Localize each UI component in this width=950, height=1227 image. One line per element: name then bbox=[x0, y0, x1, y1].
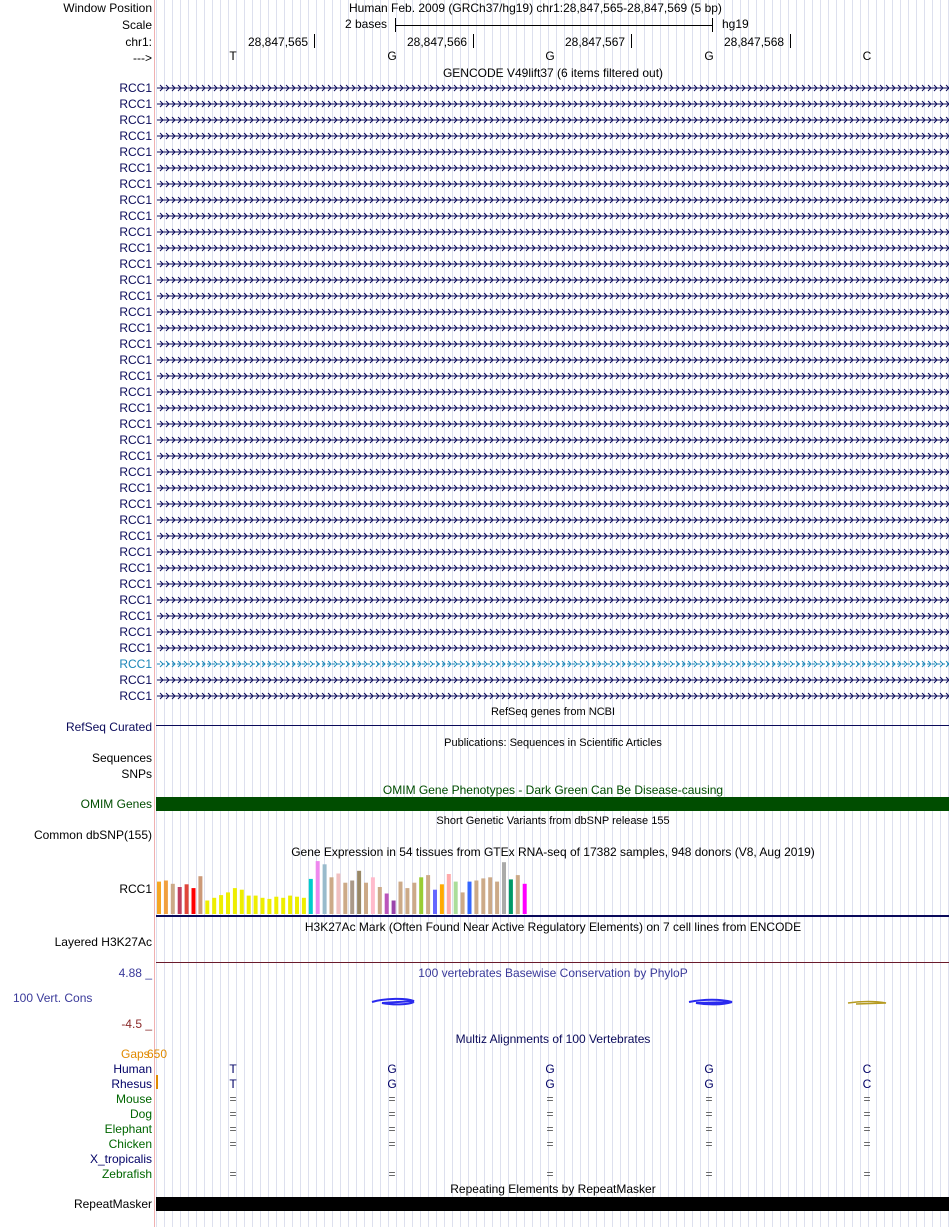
gtex-tissue-bar[interactable] bbox=[447, 874, 451, 914]
gtex-tissue-bar[interactable] bbox=[295, 897, 299, 914]
gtex-tissue-bar[interactable] bbox=[350, 881, 354, 915]
gencode-transcript-line[interactable] bbox=[157, 292, 949, 300]
gtex-tissue-bar[interactable] bbox=[468, 882, 472, 914]
multiz-base: T bbox=[229, 1077, 237, 1091]
publications-track-title[interactable]: Publications: Sequences in Scientific Articles bbox=[444, 737, 662, 749]
gencode-transcript-label[interactable]: RCC1 bbox=[119, 673, 152, 687]
gencode-transcript-line[interactable] bbox=[157, 260, 949, 268]
gtex-tissue-bar[interactable] bbox=[426, 875, 430, 914]
multiz-base: = bbox=[229, 1122, 237, 1136]
gencode-transcript-line[interactable] bbox=[157, 516, 949, 524]
gencode-transcript-line[interactable] bbox=[157, 484, 949, 492]
gencode-transcript-line[interactable] bbox=[157, 324, 949, 332]
gencode-transcript-line[interactable] bbox=[157, 308, 949, 316]
gtex-tissue-bar[interactable] bbox=[502, 862, 506, 914]
gtex-tissue-bar[interactable] bbox=[157, 882, 161, 914]
gtex-tissue-bar[interactable] bbox=[254, 896, 258, 914]
gtex-tissue-bar[interactable] bbox=[481, 878, 485, 914]
gencode-transcript-line[interactable] bbox=[157, 404, 949, 412]
gtex-tissue-bar[interactable] bbox=[309, 879, 313, 914]
gtex-tissue-bar[interactable] bbox=[198, 876, 202, 914]
gtex-tissue-bar[interactable] bbox=[336, 874, 340, 915]
multiz-base: = bbox=[705, 1137, 713, 1151]
gencode-transcript-label[interactable]: RCC1 bbox=[119, 657, 152, 671]
gtex-tissue-bar[interactable] bbox=[247, 896, 251, 914]
gtex-track-title[interactable]: Gene Expression in 54 tissues from GTEx RNA-seq of 17382 samples, 948 donors (V8, Aug 2019) bbox=[291, 845, 815, 859]
gencode-transcript-line[interactable] bbox=[157, 148, 949, 156]
phylop-min-label: -4.5 _ bbox=[121, 1017, 152, 1031]
multiz-base: = bbox=[229, 1137, 237, 1151]
strand-label[interactable]: ---> bbox=[133, 51, 152, 65]
gencode-transcript-line[interactable] bbox=[157, 660, 949, 668]
multiz-base: = bbox=[705, 1122, 713, 1136]
gtex-tissue-bar[interactable] bbox=[433, 890, 437, 914]
repeatmasker-track-title[interactable]: Repeating Elements by RepeatMasker bbox=[450, 1182, 656, 1196]
gencode-transcript-label[interactable]: RCC1 bbox=[119, 337, 152, 351]
gencode-transcript-label[interactable]: RCC1 bbox=[119, 241, 152, 255]
gencode-transcript-line[interactable] bbox=[157, 84, 949, 92]
gtex-bar-chart[interactable] bbox=[156, 860, 950, 916]
phylop-track-label[interactable]: 100 Vert. Cons bbox=[13, 991, 93, 1005]
gencode-transcript-line[interactable] bbox=[157, 692, 949, 700]
gtex-tissue-bar[interactable] bbox=[267, 899, 271, 914]
multiz-base: T bbox=[229, 1062, 237, 1076]
gencode-transcript-label[interactable]: RCC1 bbox=[119, 321, 152, 335]
gencode-transcript-label[interactable]: RCC1 bbox=[119, 625, 152, 639]
multiz-species-label[interactable]: Elephant bbox=[104, 1122, 152, 1136]
gencode-transcript-line[interactable] bbox=[157, 564, 949, 572]
gencode-transcript-line[interactable] bbox=[157, 116, 949, 124]
gtex-tissue-bar[interactable] bbox=[419, 877, 423, 914]
gtex-tissue-bar[interactable] bbox=[316, 861, 320, 914]
multiz-species-label[interactable]: Mouse bbox=[115, 1092, 152, 1106]
multiz-base: G bbox=[387, 1062, 397, 1076]
publications-snps-label[interactable]: SNPs bbox=[121, 767, 152, 781]
gencode-transcript-label[interactable]: RCC1 bbox=[119, 129, 152, 143]
multiz-base: = bbox=[863, 1092, 871, 1106]
multiz-base: = bbox=[388, 1137, 396, 1151]
multiz-base: = bbox=[705, 1107, 713, 1121]
multiz-base: = bbox=[229, 1092, 237, 1106]
multiz-base: G bbox=[387, 1077, 397, 1091]
multiz-base: = bbox=[546, 1107, 554, 1121]
gencode-transcript-line[interactable] bbox=[157, 132, 949, 140]
gencode-track-title[interactable]: GENCODE V49lift37 (6 items filtered out) bbox=[442, 66, 664, 80]
gencode-transcript-line[interactable] bbox=[157, 420, 949, 428]
gencode-transcript-line[interactable] bbox=[157, 532, 949, 540]
gencode-transcript-label[interactable]: RCC1 bbox=[119, 465, 152, 479]
multiz-base: = bbox=[546, 1137, 554, 1151]
gtex-tissue-bar[interactable] bbox=[281, 898, 285, 914]
gtex-tissue-bar[interactable] bbox=[302, 898, 306, 914]
gtex-tissue-bar[interactable] bbox=[516, 875, 520, 914]
h3k27ac-baseline bbox=[156, 962, 949, 963]
h3k27ac-track-label[interactable]: Layered H3K27Ac bbox=[54, 935, 152, 949]
gtex-tissue-bar[interactable] bbox=[378, 887, 382, 914]
gencode-transcript-line[interactable] bbox=[157, 356, 949, 364]
gtex-tissue-bar[interactable] bbox=[509, 879, 513, 914]
refseq-track-title[interactable]: RefSeq genes from NCBI bbox=[490, 706, 616, 718]
dbsnp-track-title[interactable]: Short Genetic Variants from dbSNP release 155 bbox=[436, 815, 670, 827]
gtex-tissue-bar[interactable] bbox=[357, 871, 361, 914]
multiz-base: = bbox=[863, 1167, 871, 1181]
gencode-transcript-label[interactable]: RCC1 bbox=[119, 401, 152, 415]
scale-text: 2 bases bbox=[345, 17, 388, 31]
multiz-base: = bbox=[705, 1167, 713, 1181]
gencode-transcript-line[interactable] bbox=[157, 596, 949, 604]
gtex-tissue-bar[interactable] bbox=[330, 877, 334, 914]
gtex-tissue-bar[interactable] bbox=[288, 896, 292, 914]
gtex-tissue-bar[interactable] bbox=[205, 901, 209, 915]
gencode-transcript-line[interactable] bbox=[157, 180, 949, 188]
gtex-gene-line bbox=[156, 915, 949, 917]
refseq-track-label[interactable]: RefSeq Curated bbox=[65, 720, 152, 734]
gtex-tissue-bar[interactable] bbox=[371, 877, 375, 914]
gtex-tissue-bar[interactable] bbox=[343, 883, 347, 914]
gencode-transcript-label[interactable]: RCC1 bbox=[119, 161, 152, 175]
ruler-tick-3 bbox=[631, 34, 632, 48]
gtex-tissue-bar[interactable] bbox=[233, 888, 237, 914]
window-position-label[interactable]: Window Position bbox=[63, 1, 152, 15]
multiz-species-label[interactable]: X_tropicalis bbox=[89, 1152, 152, 1166]
gencode-transcript-label[interactable]: RCC1 bbox=[119, 369, 152, 383]
multiz-species-label[interactable]: Dog bbox=[129, 1107, 152, 1121]
gaps-value: 650 bbox=[147, 1047, 168, 1061]
multiz-base: = bbox=[863, 1137, 871, 1151]
gencode-transcript-label[interactable]: RCC1 bbox=[119, 593, 152, 607]
gencode-transcript-label[interactable]: RCC1 bbox=[119, 209, 152, 223]
gencode-transcript-label[interactable]: RCC1 bbox=[119, 689, 152, 703]
scale-label[interactable]: Scale bbox=[121, 18, 152, 32]
rhesus-gap-marker bbox=[156, 1075, 158, 1089]
gencode-transcript-label[interactable]: RCC1 bbox=[119, 481, 152, 495]
multiz-base: = bbox=[546, 1122, 554, 1136]
omim-track-label[interactable]: OMIM Genes bbox=[80, 797, 152, 811]
multiz-species-label[interactable]: Rhesus bbox=[111, 1077, 152, 1091]
gencode-transcript-line[interactable] bbox=[157, 164, 949, 172]
scale-bar bbox=[395, 18, 713, 32]
phylop-track-title[interactable]: 100 vertebrates Basewise Conservation by PhyloP bbox=[418, 966, 688, 980]
multiz-species-label[interactable]: Zebrafish bbox=[101, 1167, 152, 1181]
multiz-base: = bbox=[229, 1167, 237, 1181]
ruler-base: C bbox=[862, 49, 872, 63]
gencode-transcript-label[interactable]: RCC1 bbox=[119, 545, 152, 559]
multiz-track-title[interactable]: Multiz Alignments of 100 Vertebrates bbox=[455, 1032, 651, 1046]
gencode-transcript-line[interactable] bbox=[157, 340, 949, 348]
gtex-tissue-bar[interactable] bbox=[240, 890, 244, 914]
multiz-base: = bbox=[546, 1092, 554, 1106]
ruler-tick-2 bbox=[473, 34, 474, 48]
gencode-transcript-label[interactable]: RCC1 bbox=[119, 289, 152, 303]
gtex-tissue-bar[interactable] bbox=[474, 881, 478, 915]
multiz-base: = bbox=[388, 1107, 396, 1121]
gencode-transcript-line[interactable] bbox=[157, 100, 949, 108]
ruler-tick-4 bbox=[790, 34, 791, 48]
gtex-tissue-bar[interactable] bbox=[405, 888, 409, 914]
gencode-transcript-label[interactable]: RCC1 bbox=[119, 609, 152, 623]
gencode-transcript-line[interactable] bbox=[157, 372, 949, 380]
gencode-transcript-label[interactable]: RCC1 bbox=[119, 353, 152, 367]
gencode-transcript-line[interactable] bbox=[157, 500, 949, 508]
gencode-transcript-line[interactable] bbox=[157, 196, 949, 204]
gencode-transcript-line[interactable] bbox=[157, 276, 949, 284]
gaps-label: Gaps bbox=[121, 1047, 150, 1061]
gtex-tissue-bar[interactable] bbox=[323, 864, 327, 914]
gencode-transcript-line[interactable] bbox=[157, 548, 949, 556]
ruler-position-4: 28,847,568 bbox=[724, 35, 785, 49]
gencode-transcript-label[interactable]: RCC1 bbox=[119, 177, 152, 191]
gencode-transcript-label[interactable]: RCC1 bbox=[119, 145, 152, 159]
gencode-transcript-line[interactable] bbox=[157, 452, 949, 460]
gtex-tissue-bar[interactable] bbox=[399, 882, 403, 914]
gtex-tissue-bar[interactable] bbox=[274, 897, 278, 914]
gencode-transcript-label[interactable]: RCC1 bbox=[119, 81, 152, 95]
gencode-transcript-label[interactable]: RCC1 bbox=[119, 561, 152, 575]
gencode-transcript-label[interactable]: RCC1 bbox=[119, 529, 152, 543]
gtex-tissue-bar[interactable] bbox=[178, 887, 182, 914]
gtex-tissue-bar[interactable] bbox=[185, 884, 189, 914]
gencode-transcript-label[interactable]: RCC1 bbox=[119, 385, 152, 399]
gencode-transcript-line[interactable] bbox=[157, 212, 949, 220]
gtex-tissue-bar[interactable] bbox=[226, 892, 230, 914]
gtex-tissue-bar[interactable] bbox=[412, 883, 416, 914]
gtex-tissue-bar[interactable] bbox=[219, 895, 223, 914]
gencode-transcript-line[interactable] bbox=[157, 468, 949, 476]
gencode-transcript-line[interactable] bbox=[157, 612, 949, 620]
h3k27ac-track-title[interactable]: H3K27Ac Mark (Often Found Near Active Regulatory Elements) on 7 cell lines from ENCODE bbox=[304, 920, 802, 934]
gencode-transcript-label[interactable]: RCC1 bbox=[119, 225, 152, 239]
gencode-transcript-label[interactable]: RCC1 bbox=[119, 305, 152, 319]
gtex-tissue-bar[interactable] bbox=[212, 898, 216, 914]
multiz-base: = bbox=[388, 1092, 396, 1106]
gtex-tissue-bar[interactable] bbox=[364, 883, 368, 914]
multiz-base: G bbox=[545, 1062, 555, 1076]
multiz-base: = bbox=[388, 1167, 396, 1181]
gencode-transcript-label[interactable]: RCC1 bbox=[119, 641, 152, 655]
publications-sequences-label[interactable]: Sequences bbox=[91, 751, 152, 765]
gtex-tissue-bar[interactable] bbox=[461, 892, 465, 914]
window-position-text: Human Feb. 2009 (GRCh37/hg19) chr1:28,847,565-28,847,569 (5 bp) bbox=[349, 1, 722, 15]
multiz-base: G bbox=[704, 1077, 714, 1091]
gencode-transcript-label[interactable]: RCC1 bbox=[119, 193, 152, 207]
multiz-base: C bbox=[862, 1062, 872, 1076]
gencode-transcript-line[interactable] bbox=[157, 676, 949, 684]
gencode-transcript-line[interactable] bbox=[157, 580, 949, 588]
omim-track-title[interactable]: OMIM Gene Phenotypes - Dark Green Can Be Disease-causing bbox=[382, 783, 724, 797]
gtex-tissue-bar[interactable] bbox=[488, 877, 492, 914]
gencode-transcript-label[interactable]: RCC1 bbox=[119, 577, 152, 591]
ruler-position-2: 28,847,566 bbox=[407, 35, 468, 49]
ruler-base: T bbox=[229, 49, 237, 63]
gtex-tissue-bar[interactable] bbox=[440, 884, 444, 914]
gencode-transcript-label[interactable]: RCC1 bbox=[119, 497, 152, 511]
phylop-signal[interactable] bbox=[156, 996, 950, 1010]
gtex-tissue-bar[interactable] bbox=[523, 884, 527, 914]
multiz-base: = bbox=[863, 1122, 871, 1136]
gencode-transcript-label[interactable]: RCC1 bbox=[119, 97, 152, 111]
multiz-base: C bbox=[862, 1077, 872, 1091]
multiz-species-label[interactable]: Human bbox=[113, 1062, 152, 1076]
chrom-label[interactable]: chr1: bbox=[125, 35, 152, 49]
phylop-max-label: 4.88 _ bbox=[118, 966, 152, 980]
multiz-base: = bbox=[388, 1122, 396, 1136]
gencode-transcript-label[interactable]: RCC1 bbox=[119, 513, 152, 527]
repeatmasker-bar[interactable] bbox=[156, 1197, 949, 1211]
multiz-species-label[interactable]: Chicken bbox=[108, 1137, 152, 1151]
multiz-base: = bbox=[546, 1167, 554, 1181]
ruler-base: G bbox=[704, 49, 714, 63]
gencode-transcript-line[interactable] bbox=[157, 436, 949, 444]
omim-gene-bar[interactable] bbox=[156, 797, 949, 811]
gtex-tissue-bar[interactable] bbox=[171, 884, 175, 914]
ruler-position-1: 28,847,565 bbox=[248, 35, 309, 49]
gtex-tissue-bar[interactable] bbox=[261, 898, 265, 914]
dbsnp-track-label[interactable]: Common dbSNP(155) bbox=[33, 828, 152, 842]
gencode-transcript-label[interactable]: RCC1 bbox=[119, 257, 152, 271]
ruler-position-3: 28,847,567 bbox=[565, 35, 626, 49]
gencode-transcript-label[interactable]: RCC1 bbox=[119, 113, 152, 127]
gencode-transcript-line[interactable] bbox=[157, 244, 949, 252]
gtex-tissue-bar[interactable] bbox=[192, 888, 196, 914]
gtex-tissue-bar[interactable] bbox=[495, 882, 499, 914]
gtex-tissue-bar[interactable] bbox=[164, 881, 168, 915]
gencode-transcript-line[interactable] bbox=[157, 628, 949, 636]
multiz-base: G bbox=[545, 1077, 555, 1091]
gtex-track-label[interactable]: RCC1 bbox=[119, 882, 152, 896]
gtex-tissue-bar[interactable] bbox=[392, 901, 396, 915]
ruler-base: G bbox=[387, 49, 397, 63]
multiz-base: = bbox=[863, 1107, 871, 1121]
gencode-transcript-line[interactable] bbox=[157, 228, 949, 236]
gencode-transcript-line[interactable] bbox=[157, 644, 949, 652]
gencode-transcript-line[interactable] bbox=[157, 388, 949, 396]
repeatmasker-track-label[interactable]: RepeatMasker bbox=[73, 1197, 152, 1211]
refseq-gene-line[interactable] bbox=[156, 725, 949, 726]
assembly-label: hg19 bbox=[722, 17, 749, 31]
ruler-base: G bbox=[545, 49, 555, 63]
multiz-base: G bbox=[704, 1062, 714, 1076]
gencode-transcript-label[interactable]: RCC1 bbox=[119, 433, 152, 447]
multiz-base: = bbox=[229, 1107, 237, 1121]
gencode-transcript-label[interactable]: RCC1 bbox=[119, 449, 152, 463]
gtex-tissue-bar[interactable] bbox=[385, 894, 389, 915]
multiz-base: = bbox=[705, 1092, 713, 1106]
ruler-tick-1 bbox=[314, 34, 315, 48]
gencode-transcript-label[interactable]: RCC1 bbox=[119, 417, 152, 431]
gtex-tissue-bar[interactable] bbox=[454, 882, 458, 914]
gencode-transcript-label[interactable]: RCC1 bbox=[119, 273, 152, 287]
label-divider bbox=[154, 0, 155, 1227]
